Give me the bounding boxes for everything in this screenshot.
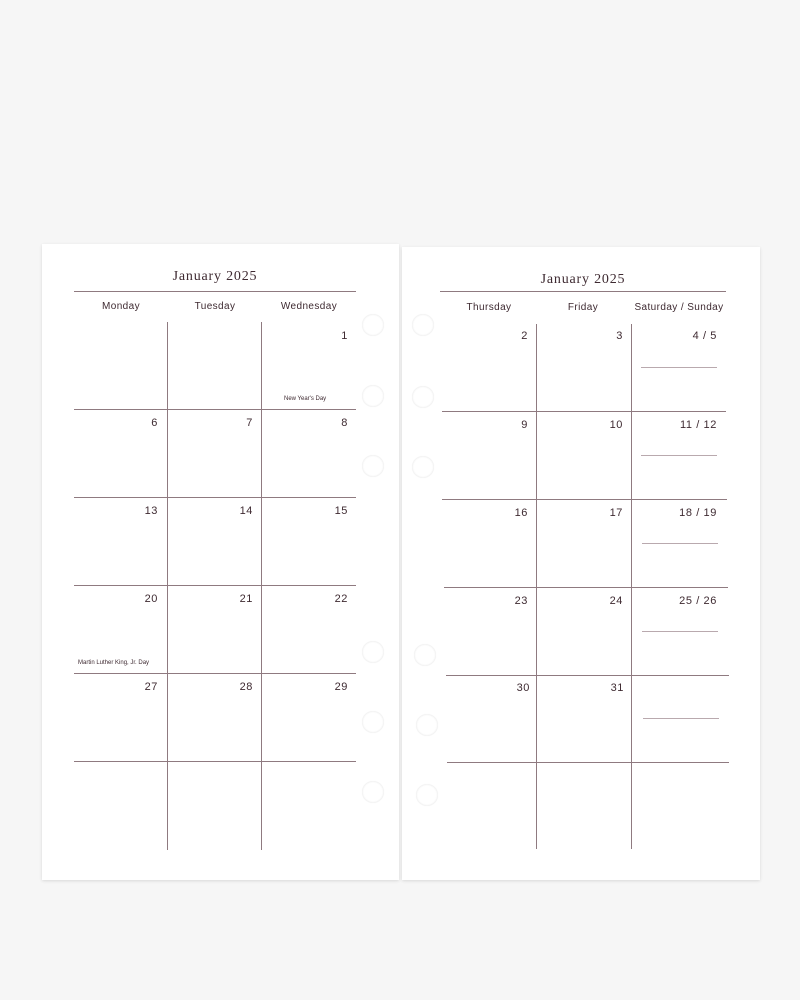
left-calendar-page: [42, 244, 399, 880]
date-jan-17: 17: [609, 507, 623, 519]
date-jan-24: 24: [609, 595, 623, 607]
date-jan-6: 6: [151, 417, 158, 429]
binder-hole: [416, 714, 438, 736]
right-row-divider-1: [442, 411, 726, 412]
date-jan-22: 22: [334, 593, 348, 605]
date-jan-3: 3: [616, 330, 623, 342]
date-jan-1: 1: [341, 330, 348, 342]
binder-hole: [362, 314, 384, 336]
left-row-divider-3: [74, 585, 356, 586]
date-jan-21: 21: [239, 593, 253, 605]
left-column-divider-1: [167, 322, 168, 850]
right-row-divider-2: [442, 499, 727, 500]
day-header-friday: Friday: [567, 302, 599, 313]
weekend-note-line: [643, 718, 719, 719]
weekend-note-line: [641, 367, 717, 368]
binder-hole: [414, 644, 436, 666]
right-row-divider-4: [446, 675, 729, 676]
right-row-divider-3: [444, 587, 728, 588]
right-calendar-page: [402, 247, 760, 880]
weekend-note-line: [642, 543, 718, 544]
holiday-mlk-day: Martin Luther King, Jr. Day: [78, 660, 150, 666]
date-jan-28: 28: [239, 681, 253, 693]
left-row-divider-2: [74, 497, 356, 498]
date-jan-2: 2: [521, 330, 528, 342]
left-row-divider-4: [74, 673, 356, 674]
weekend-note-line: [641, 455, 717, 456]
day-header-saturday-sunday: Saturday / Sunday: [634, 302, 724, 313]
binder-hole: [362, 641, 384, 663]
left-column-divider-2: [261, 322, 262, 850]
day-header-monday: Monday: [102, 301, 140, 312]
weekend-note-line: [642, 631, 718, 632]
binder-hole: [362, 385, 384, 407]
date-jan-29: 29: [334, 681, 348, 693]
left-row-divider-5: [74, 761, 356, 762]
holiday-new-years-day: New Year's Day: [284, 396, 327, 402]
right-title-rule: [440, 291, 726, 292]
binder-hole: [412, 456, 434, 478]
date-jan-18-19: 18 / 19: [679, 507, 717, 519]
binder-hole: [362, 711, 384, 733]
day-header-wednesday: Wednesday: [280, 301, 338, 312]
date-jan-20: 20: [144, 593, 158, 605]
binder-hole: [362, 455, 384, 477]
date-jan-23: 23: [514, 595, 528, 607]
date-jan-25-26: 25 / 26: [679, 595, 717, 607]
binder-hole: [412, 314, 434, 336]
date-jan-10: 10: [609, 419, 623, 431]
date-jan-9: 9: [521, 419, 528, 431]
right-row-divider-5: [447, 762, 729, 763]
binder-hole: [362, 781, 384, 803]
date-jan-15: 15: [334, 505, 348, 517]
date-jan-13: 13: [144, 505, 158, 517]
left-page-title: January 2025: [172, 269, 258, 284]
binder-hole: [416, 784, 438, 806]
date-jan-4-5: 4 / 5: [692, 330, 717, 342]
left-row-divider-1: [74, 409, 356, 410]
binder-hole: [412, 386, 434, 408]
date-jan-7: 7: [246, 417, 253, 429]
date-jan-14: 14: [239, 505, 253, 517]
date-jan-16: 16: [514, 507, 528, 519]
date-jan-27: 27: [144, 681, 158, 693]
date-jan-30: 30: [516, 682, 530, 694]
day-header-thursday: Thursday: [466, 302, 512, 313]
right-page-title: January 2025: [540, 272, 626, 287]
date-jan-31: 31: [610, 682, 624, 694]
date-jan-8: 8: [341, 417, 348, 429]
day-header-tuesday: Tuesday: [194, 301, 236, 312]
date-jan-11-12: 11 / 12: [679, 419, 717, 431]
left-title-rule: [74, 291, 356, 292]
